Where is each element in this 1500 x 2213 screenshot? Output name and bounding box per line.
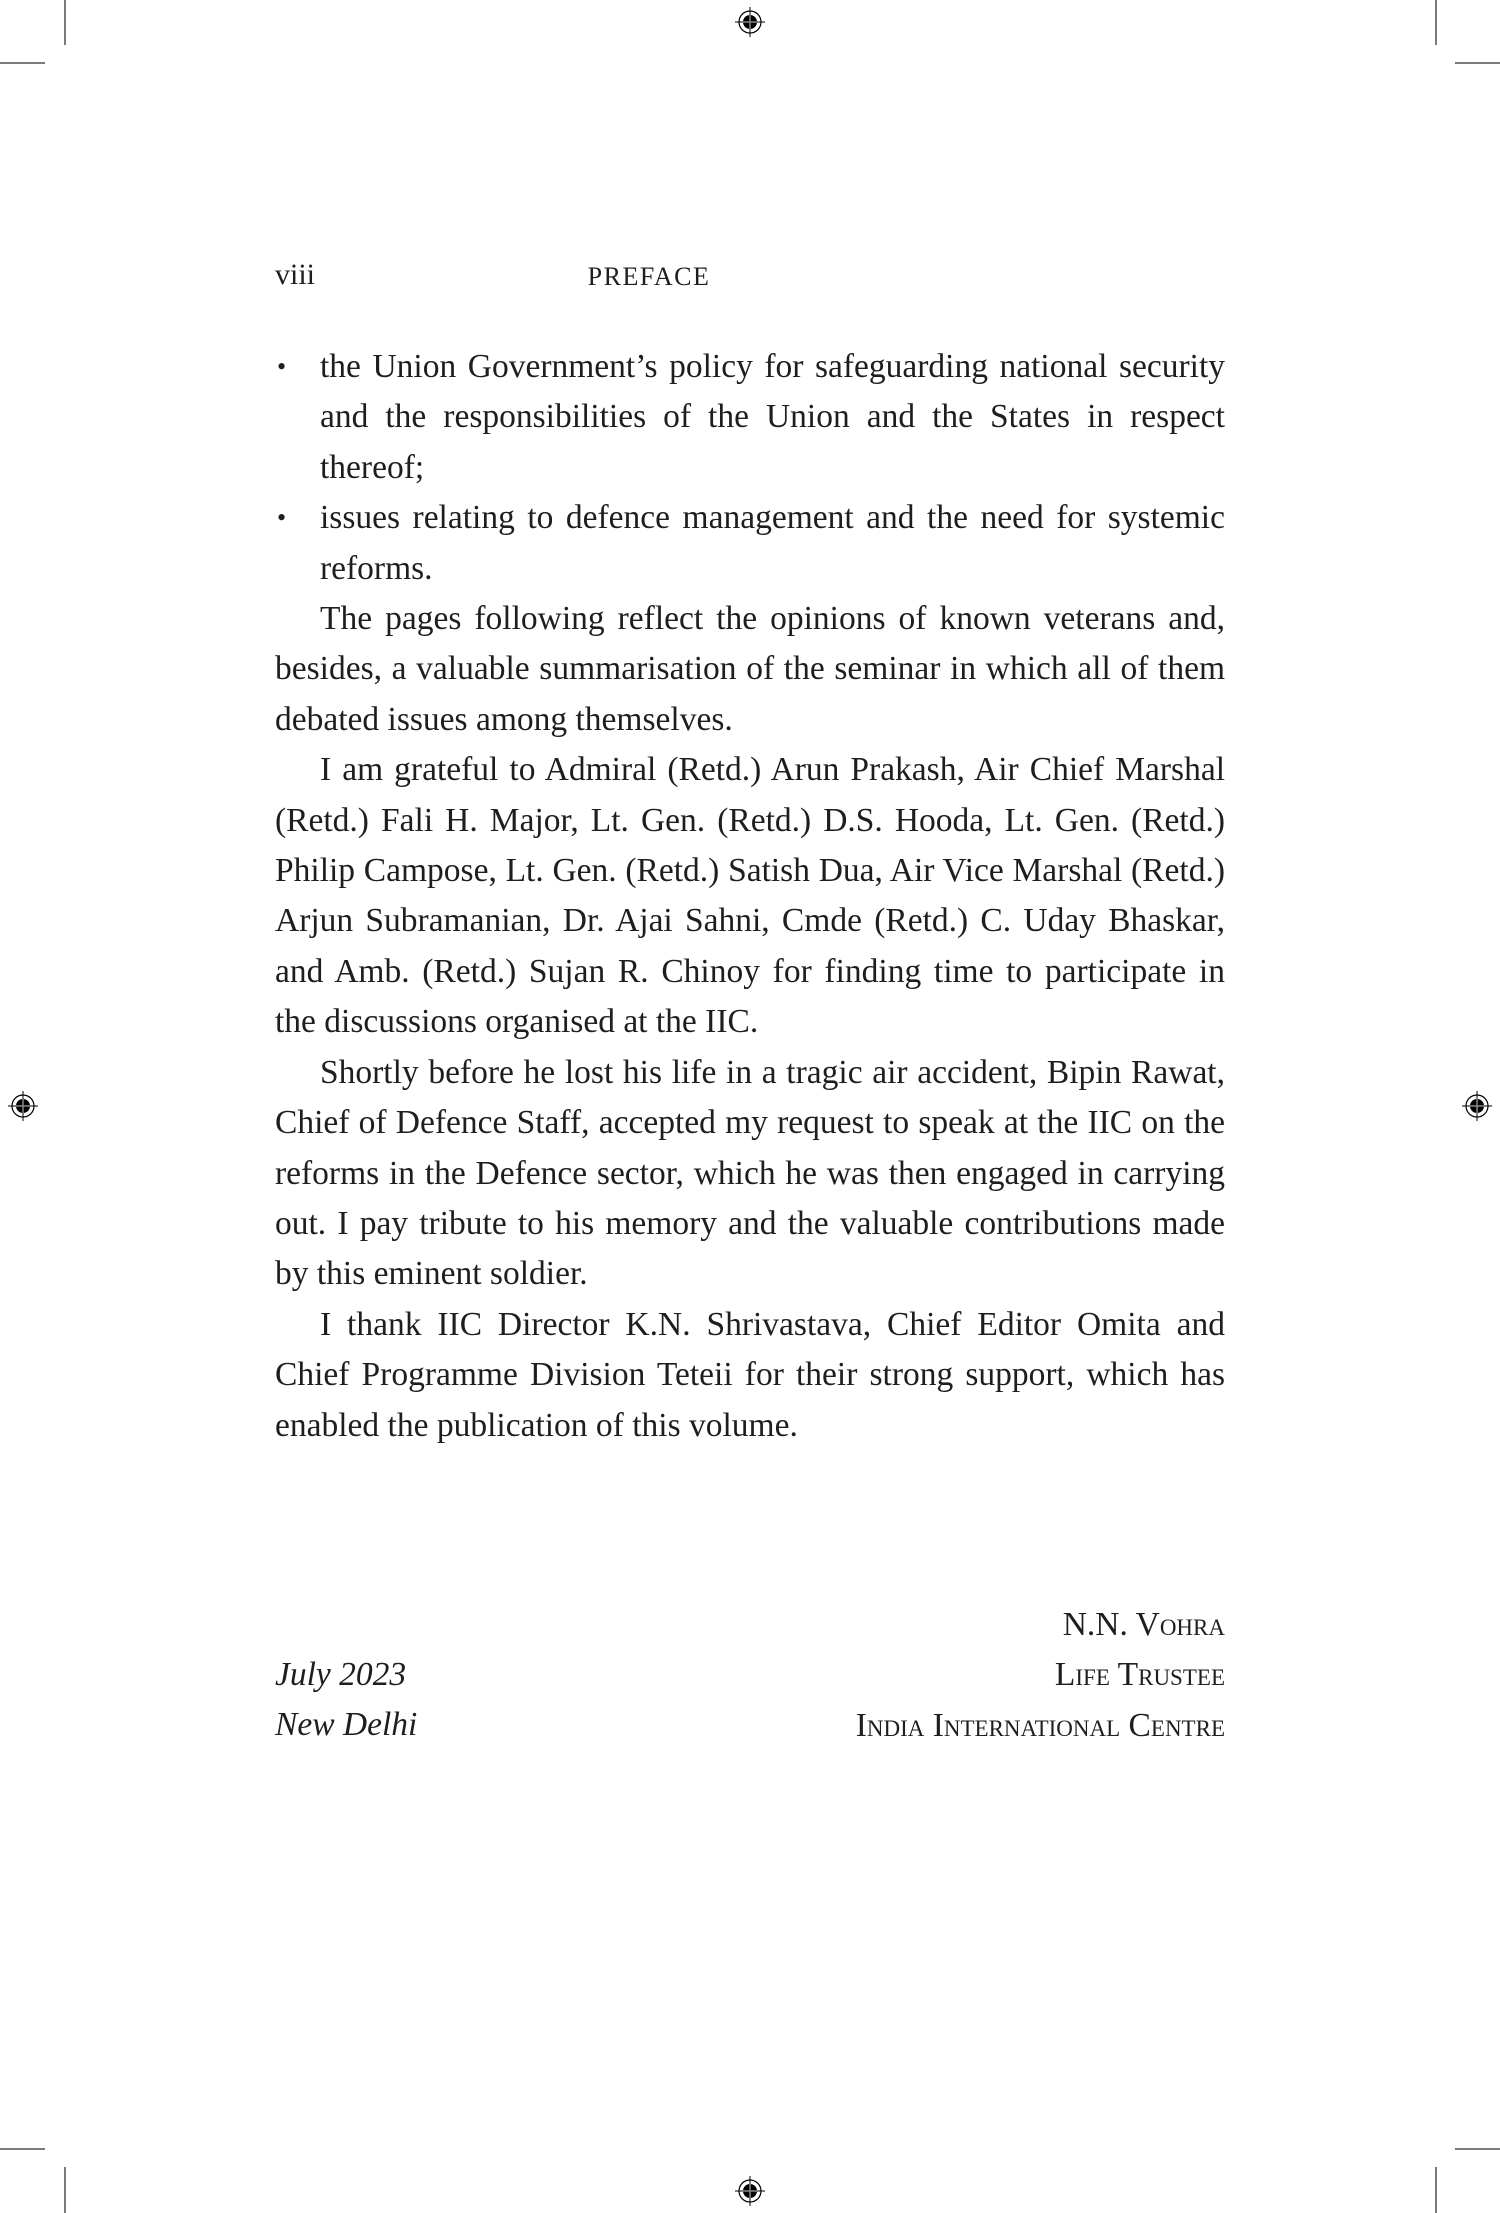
bullet-text: issues relating to defence management and the need for systemic reforms. xyxy=(320,499,1225,587)
crop-mark-bottom-right-vertical xyxy=(1435,2167,1437,2213)
page-number: viii xyxy=(275,258,316,291)
bullet-icon: • xyxy=(277,352,287,381)
running-head xyxy=(275,258,1225,298)
paragraph-tribute: Shortly before he lost his life in a tragic air accident, Bipin Rawat, Chief of Defence Staff, accepted my request to speak at the IIC on the reforms in the Defence sector, which he was then engaged in carrying out. I pay tribute to his memory and the valuable contributions made by this eminent soldier. xyxy=(275,1053,1225,1293)
author-organisation: India International Centre xyxy=(855,1706,1225,1744)
signature-block xyxy=(275,1600,1225,1760)
signature-date-place xyxy=(275,1650,417,1751)
crop-mark-bottom-left-vertical xyxy=(64,2167,66,2213)
bullet-text: the Union Government’s policy for safeguarding national security and the responsibilities of the Union and the States in respect thereof; xyxy=(320,348,1225,486)
running-head-title: PREFACE xyxy=(587,262,711,291)
page-body xyxy=(275,342,1225,1451)
author-title: Life Trustee xyxy=(1054,1656,1225,1694)
bullet-icon: • xyxy=(277,503,287,533)
signature-author xyxy=(856,1600,1225,1751)
signature-place: New Delhi xyxy=(275,1706,418,1744)
crop-mark-top-right-vertical xyxy=(1435,0,1437,45)
paragraph-opinions: The pages following reflect the opinions of known veterans and, besides, a valuable summarisation of the seminar in which all of them debated issues among themselves. xyxy=(275,600,1225,738)
registration-mark-left-icon xyxy=(8,1091,38,1121)
bullet-item xyxy=(275,342,1225,493)
crop-mark-bottom-left-horizontal xyxy=(0,2148,45,2150)
crop-mark-top-right-horizontal xyxy=(1455,62,1500,64)
crop-mark-bottom-right-horizontal xyxy=(1455,2148,1500,2150)
paragraph-thanks: I thank IIC Director K.N. Shrivastava, Chief Editor Omita and Chief Programme Division Teteii for their strong support, which has enabled the publication of this volume. xyxy=(275,1305,1225,1444)
registration-mark-top-icon xyxy=(735,7,765,37)
crop-mark-top-left-horizontal xyxy=(0,62,45,64)
bullet-item xyxy=(275,493,1225,594)
registration-mark-bottom-icon xyxy=(735,2176,765,2206)
crop-mark-top-left-vertical xyxy=(64,0,66,45)
registration-mark-right-icon xyxy=(1462,1091,1492,1121)
author-name: N.N. Vohra xyxy=(1062,1606,1225,1643)
paragraph-acknowledgements: I am grateful to Admiral (Retd.) Arun Prakash, Air Chief Marshal (Retd.) Fali H. Major, Lt. Gen. (Retd.) D.S. Hooda, Lt. Gen. (Retd.) Philip Campose, Lt. Gen. (Retd.) Satish Dua, Air Vice Marshal (Retd.) Arjun Subramanian, Dr. Ajai Sahni, Cmde (Retd.) C. Uday Bhaskar, and Amb. (Retd.) Sujan R. Chinoy for finding time to participate in the discussions organised at the IIC. xyxy=(275,751,1225,1041)
signature-date: July 2023 xyxy=(275,1656,407,1693)
